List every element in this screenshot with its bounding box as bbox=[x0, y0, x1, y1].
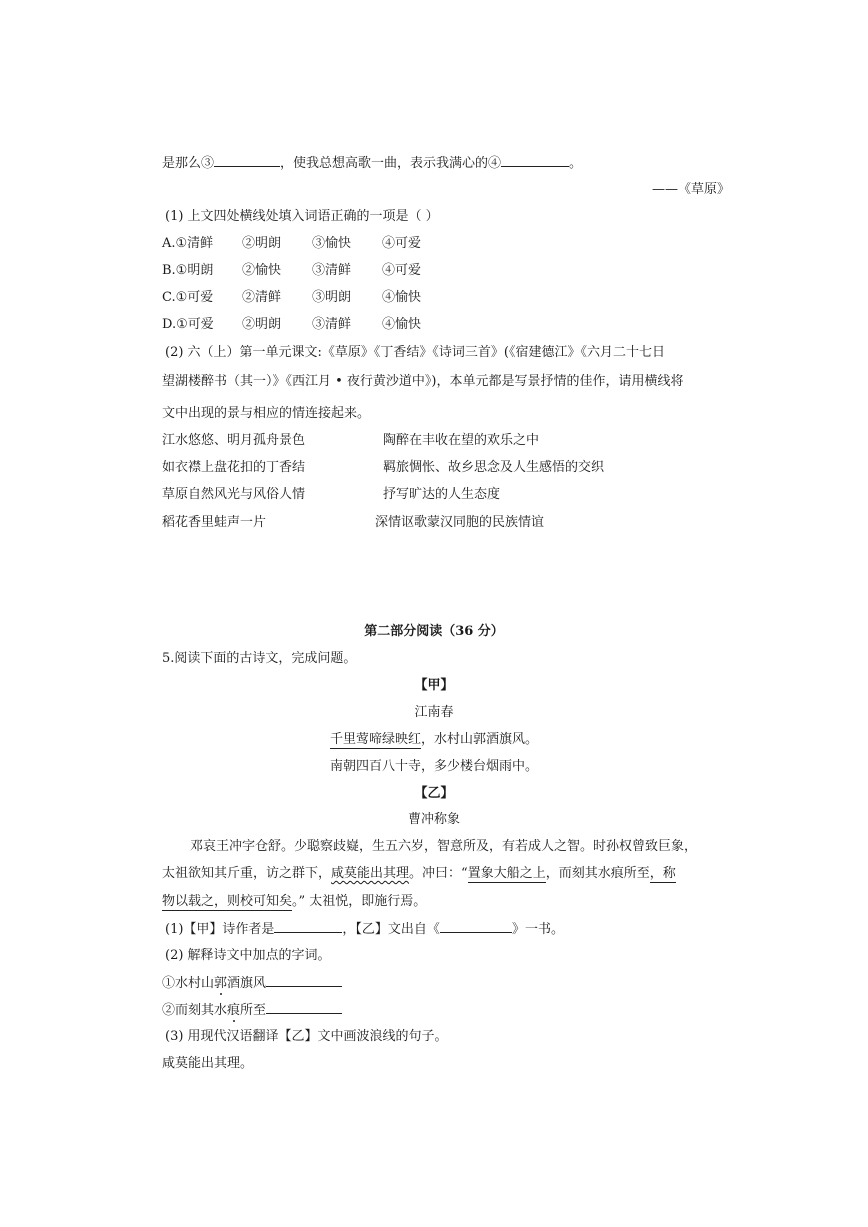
question-text: ①水村山 bbox=[162, 976, 215, 991]
sub-question-2-item bbox=[162, 974, 342, 993]
prose-line bbox=[162, 865, 676, 883]
translation-sentence: 咸莫能出其理。 bbox=[162, 1056, 254, 1071]
option-d[interactable] bbox=[162, 316, 421, 334]
option-item: A.①清鲜 bbox=[162, 236, 214, 251]
answer-blank-author[interactable] bbox=[274, 920, 342, 933]
option-item: ③明朗 bbox=[312, 290, 352, 305]
option-item: ④愉快 bbox=[382, 317, 422, 332]
question-text: 酒旗风 bbox=[227, 976, 267, 991]
sub-question-1 bbox=[165, 920, 564, 939]
passage-source: ——《草原》 bbox=[652, 182, 731, 197]
prose-text: 。冲曰：“ bbox=[409, 866, 468, 881]
question-5-stem: 5.阅读下面的古诗文，完成问题。 bbox=[162, 651, 357, 666]
prose-line bbox=[162, 893, 426, 911]
emotion-item[interactable]: 陶醉在丰收在望的欢乐之中 bbox=[383, 433, 540, 448]
prose-text: 。” 太祖悦，即施行焉。 bbox=[292, 894, 427, 909]
passage-text: 。 bbox=[569, 156, 583, 171]
wavy-underlined-text: 咸莫能出其理 bbox=[331, 866, 410, 881]
option-a[interactable] bbox=[162, 235, 421, 253]
option-item: ④可爱 bbox=[382, 236, 422, 251]
option-item: ③愉快 bbox=[312, 236, 352, 251]
emotion-item[interactable]: 抒写旷达的人生态度 bbox=[383, 487, 501, 502]
emotion-item[interactable]: 羁旅惆怅、故乡思念及人生感悟的交织 bbox=[383, 460, 605, 475]
answer-blank-book[interactable] bbox=[440, 920, 512, 933]
option-item: ④可爱 bbox=[382, 263, 422, 278]
dotted-word: 痕 bbox=[227, 1003, 241, 1018]
prose-title: 曹冲称象 bbox=[407, 812, 460, 827]
option-item: C.①可爱 bbox=[162, 290, 214, 305]
dotted-word: 郭 bbox=[214, 976, 228, 991]
option-item: ②清鲜 bbox=[242, 290, 282, 305]
prose-text: 太祖欲知其斤重，访之群下， bbox=[162, 866, 332, 881]
option-item: ④愉快 bbox=[382, 290, 422, 305]
underlined-text: ，称 bbox=[649, 866, 676, 881]
question-text: 所至 bbox=[240, 1003, 267, 1018]
sub-question-2-item bbox=[162, 1001, 342, 1020]
emotion-item[interactable]: 深情讴歌蒙汉同胞的民族情谊 bbox=[375, 515, 545, 530]
sub-question-2: (2) 解释诗文中加点的字词。 bbox=[165, 948, 331, 963]
scene-item[interactable]: 江水悠悠、明月孤舟景色 bbox=[162, 433, 306, 448]
blank-4[interactable] bbox=[501, 154, 569, 167]
option-item: ③清鲜 bbox=[312, 317, 352, 332]
question-text: ②而刻其水 bbox=[162, 1003, 228, 1018]
passage-text: ，使我总想高歌一曲，表示我满心的④ bbox=[280, 156, 502, 171]
passage-text: 是那么③ bbox=[162, 156, 215, 171]
poem-title: 江南春 bbox=[414, 705, 454, 720]
prose-text: ，而刻其水痕所至 bbox=[545, 866, 650, 881]
question-text: ，【乙】文出自《 bbox=[342, 922, 440, 937]
option-item: ②明朗 bbox=[242, 317, 282, 332]
answer-blank[interactable] bbox=[266, 1001, 342, 1014]
question-2-line: 望湖楼醉书（其一）》《西江月 • 夜行黄沙道中》)，本单元都是写景抒情的佳作，请用横线将 bbox=[162, 374, 684, 389]
poem-text: ，水村山郭酒旗风。 bbox=[421, 732, 539, 747]
underlined-text: 物以载之，则校可知矣 bbox=[162, 894, 293, 909]
prose-line: 邓哀王冲字仓舒。少聪察歧嶷，生五六岁，智意所及，有若成人之智。时孙权曾致巨象， bbox=[190, 839, 698, 854]
answer-blank[interactable] bbox=[266, 974, 342, 987]
option-item: B.①明朗 bbox=[162, 263, 214, 278]
passage-line bbox=[162, 154, 582, 173]
text-label-jia: 【甲】 bbox=[414, 678, 454, 693]
question-2-line: 文中出现的景与相应的情连接起来。 bbox=[162, 406, 371, 421]
option-c[interactable] bbox=[162, 289, 421, 307]
underlined-text: 置象大船之上 bbox=[467, 866, 546, 881]
section-heading: 第二部分阅读（36 分） bbox=[364, 624, 504, 639]
underlined-text: 千里莺啼绿映红 bbox=[329, 732, 421, 747]
scene-item[interactable]: 如衣襟上盘花扣的丁香结 bbox=[162, 460, 306, 475]
option-item: ②愉快 bbox=[242, 263, 282, 278]
option-b[interactable] bbox=[162, 262, 421, 280]
option-item: ③清鲜 bbox=[312, 263, 352, 278]
blank-3[interactable] bbox=[214, 154, 280, 167]
scene-item[interactable]: 稻花香里蛙声一片 bbox=[162, 515, 267, 530]
option-item: D.①可爱 bbox=[162, 317, 214, 332]
text-label-yi: 【乙】 bbox=[414, 786, 454, 801]
scene-item[interactable]: 草原自然风光与风俗人情 bbox=[162, 487, 306, 502]
question-1-stem: (1) 上文四处横线处填入词语正确的一项是（ ） bbox=[165, 209, 439, 224]
option-item: ②明朗 bbox=[242, 236, 282, 251]
question-2-line: (2) 六（上）第一单元课文:《草原》《丁香结》《诗词三首》(《宿建德江》《六月二十七日 bbox=[165, 345, 665, 360]
question-text: 》一书。 bbox=[511, 922, 564, 937]
poem-line bbox=[0, 731, 868, 749]
question-text: (1)【甲】诗作者是 bbox=[165, 922, 275, 937]
poem-line: 南朝四百八十寺，多少楼台烟雨中。 bbox=[329, 759, 538, 774]
sub-question-3: (3) 用现代汉语翻译【乙】文中画波浪线的句子。 bbox=[165, 1029, 448, 1044]
